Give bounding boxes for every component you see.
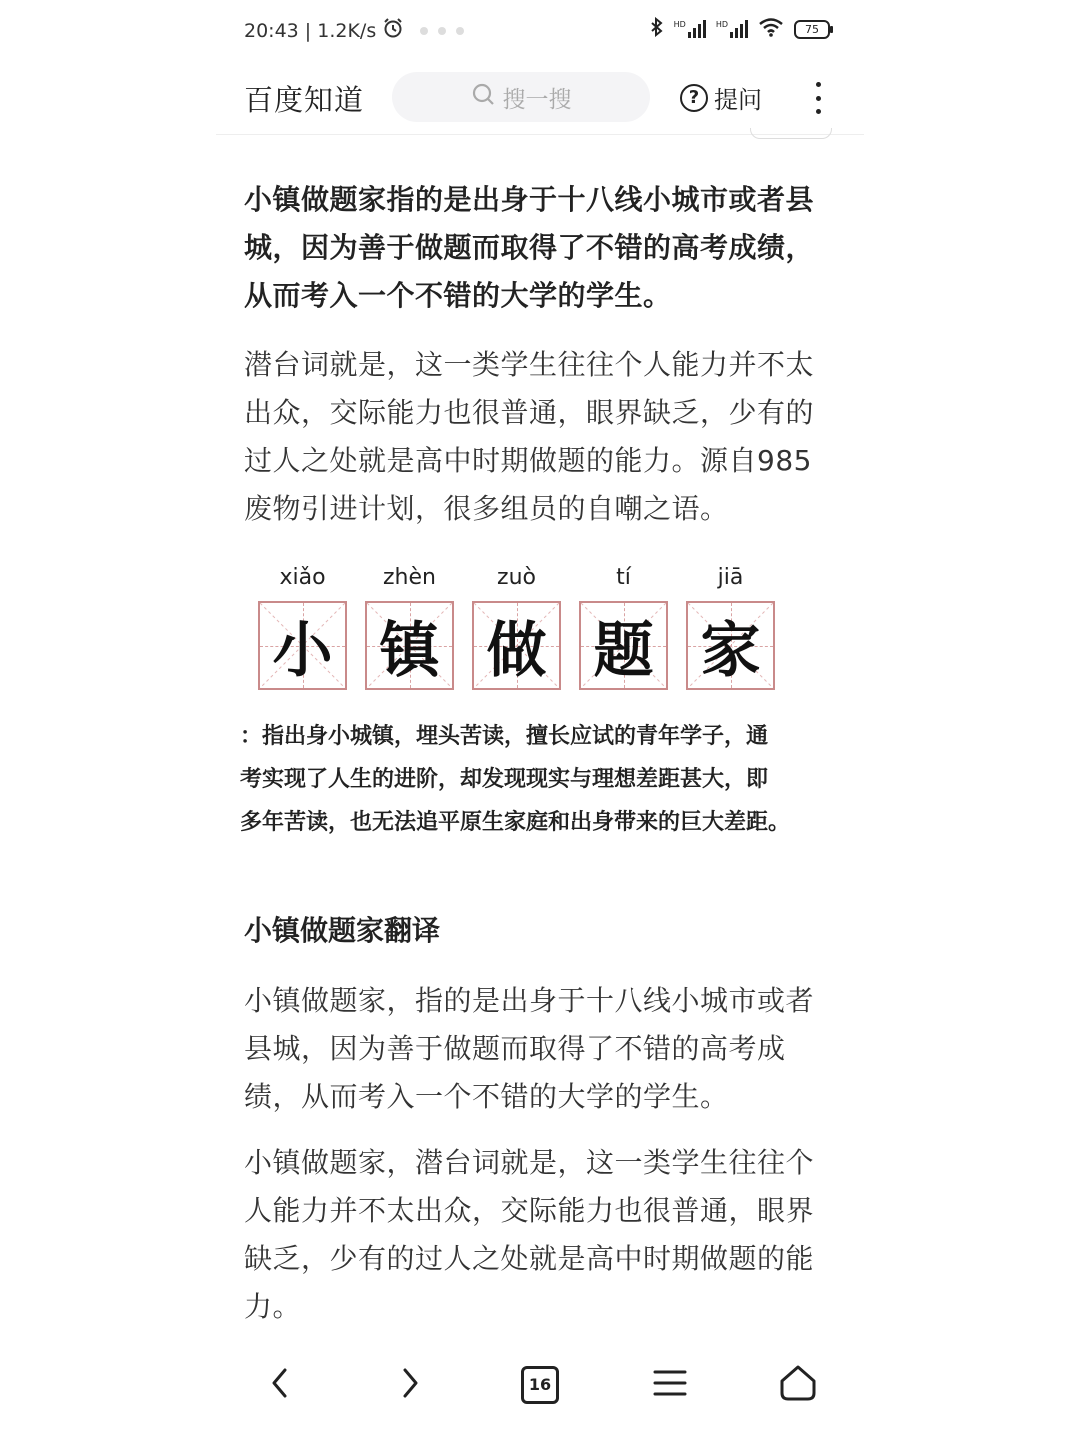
article-paragraph: 潜台词就是，这一类学生往往个人能力并不太出众，交际能力也很普通，眼界缺乏，少有的过人之处就是高中时期做题的能力。源自985废物引进计划，很多组员的自嘲之语。	[244, 348, 815, 525]
character-grid	[258, 601, 775, 690]
forward-icon	[398, 1366, 422, 1404]
signal-icon: HD	[674, 20, 706, 38]
status-left	[244, 17, 464, 44]
definition-line: ：指出身小城镇，埋头苦读，擅长应试的青年学子，通	[240, 724, 769, 749]
brand-logo[interactable]: 百度知道	[244, 83, 365, 117]
tabs-icon: 16	[521, 1366, 559, 1404]
tabs-button[interactable]	[510, 1350, 570, 1420]
article-paragraph: 小镇做题家，潜台词就是，这一类学生往往个人能力并不太出众，交际能力也很普通，眼界缺乏，少有的过人之处就是高中时期做题的能力。	[244, 1146, 815, 1323]
bluetooth-icon	[650, 17, 664, 41]
section-title: 小镇做题家翻译	[244, 914, 441, 947]
menu-icon	[653, 1368, 687, 1402]
definition-line: 多年苦读，也无法追平原生家庭和出身带来的巨大差距。	[240, 810, 791, 835]
character-cell: 镇	[365, 601, 454, 690]
ask-label: 提问	[714, 86, 762, 114]
article-paragraph: 小镇做题家，指的是出身于十八线小城市或者县城，因为善于做题而取得了不错的高考成绩，从而考入一个不错的大学的学生。	[244, 984, 815, 1113]
app-header	[216, 62, 864, 135]
notification-icons	[420, 27, 464, 35]
home-button[interactable]	[768, 1350, 828, 1420]
home-icon	[778, 1363, 818, 1407]
alarm-icon	[382, 17, 404, 44]
more-icon[interactable]	[814, 82, 822, 114]
character-cell: 家	[686, 601, 775, 690]
pinyin-label: jiā	[717, 565, 744, 590]
character-cell: 做	[472, 601, 561, 690]
pinyin-label: zhèn	[383, 565, 436, 590]
battery-icon: 75	[794, 20, 830, 39]
status-time-speed: 20:43 | 1.2K/s	[244, 19, 377, 42]
search-icon	[471, 82, 495, 112]
pinyin-label: tí	[616, 565, 631, 590]
article-image	[240, 565, 838, 857]
menu-button[interactable]	[640, 1350, 700, 1420]
back-icon	[268, 1366, 292, 1404]
article-content	[240, 176, 838, 1331]
back-button[interactable]	[250, 1350, 310, 1420]
search-box[interactable]	[392, 72, 650, 122]
definition-line: 考实现了人生的进阶，却发现现实与理想差距甚大，即	[240, 767, 769, 792]
pinyin-label: zuò	[497, 565, 536, 590]
pinyin-row	[258, 565, 775, 590]
bottom-nav	[216, 1350, 864, 1420]
forward-button[interactable]	[380, 1350, 440, 1420]
article-lead: 小镇做题家指的是出身于十八线小城市或者县城，因为善于做题而取得了不错的高考成绩，从而考入一个不错的大学的学生。	[244, 183, 815, 312]
collapsed-tab-edge	[750, 128, 832, 139]
question-icon: ?	[680, 84, 708, 112]
status-bar	[216, 0, 864, 60]
definition-text	[240, 715, 840, 844]
ask-button[interactable]	[680, 80, 762, 115]
browser-frame	[216, 0, 864, 1439]
signal-icon-2: HD	[716, 20, 748, 38]
status-right	[650, 17, 830, 41]
character-cell: 题	[579, 601, 668, 690]
search-placeholder: 搜一搜	[502, 86, 572, 113]
character-cell: 小	[258, 601, 347, 690]
wifi-icon	[758, 17, 784, 41]
pinyin-label: xiǎo	[279, 565, 326, 590]
